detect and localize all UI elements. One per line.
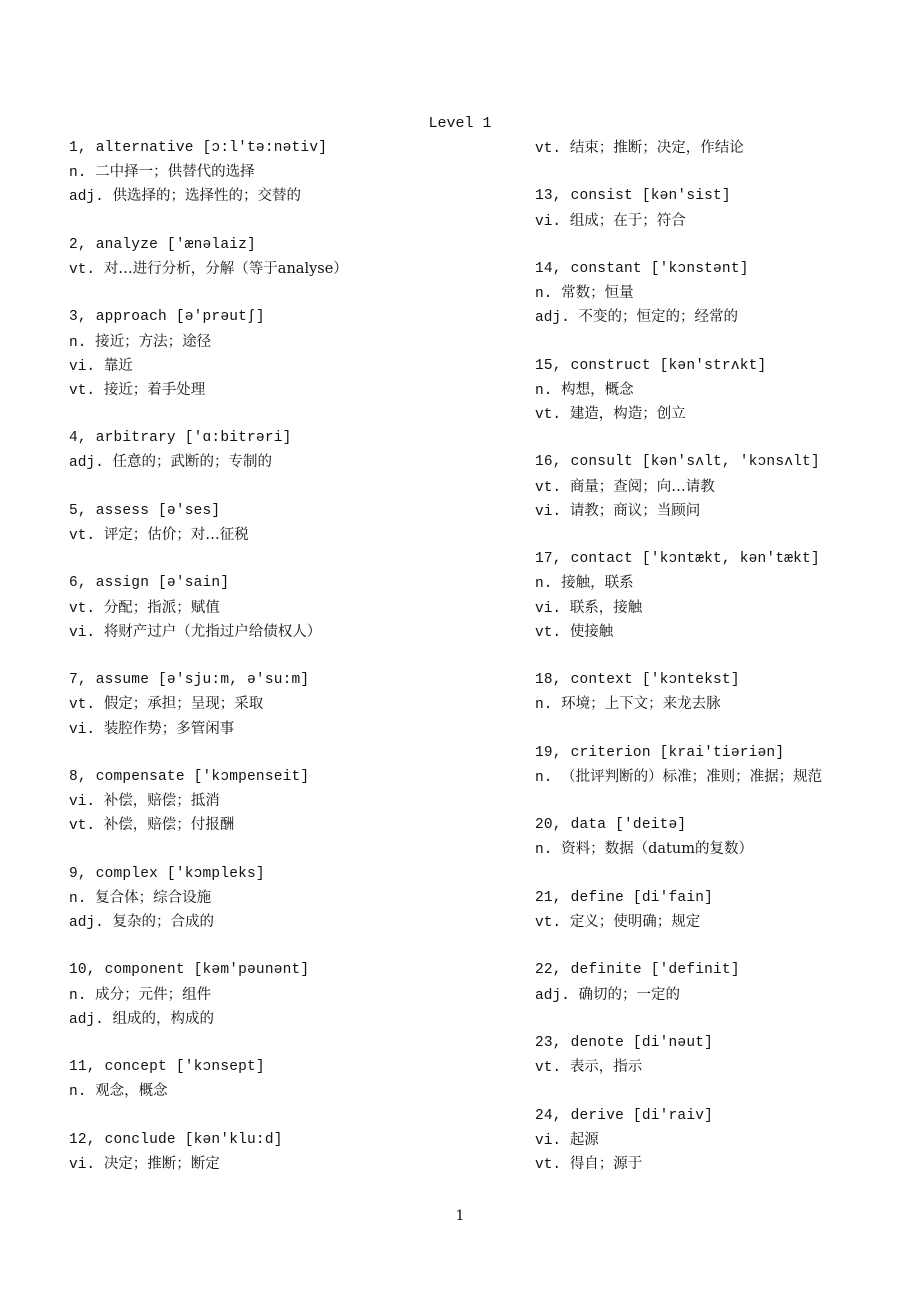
- entry-definition: [535, 1128, 915, 1152]
- entry-definition: [69, 717, 519, 741]
- vocab-entry: [535, 813, 915, 861]
- definition-text: 起源: [569, 1131, 599, 1148]
- part-of-speech: vi.: [69, 794, 104, 811]
- part-of-speech: vt.: [69, 697, 104, 714]
- part-of-speech: vt.: [535, 1060, 570, 1077]
- vocab-entry: [69, 499, 519, 547]
- part-of-speech: vi.: [69, 358, 104, 375]
- vocab-entry: [69, 136, 519, 209]
- definition-text: 常数；恒量: [561, 285, 634, 302]
- definition-text: 得自；源于: [569, 1155, 643, 1172]
- entry-definition: [69, 330, 519, 354]
- definition-text: 观念，概念: [95, 1083, 168, 1100]
- entry-spacer: [69, 644, 519, 668]
- definition-text: 确切的；一定的: [578, 986, 681, 1003]
- vocab-entry: [535, 257, 915, 330]
- definition-text: （批评判断的）标准；准则；准据；规范: [561, 768, 823, 785]
- part-of-speech: vi.: [535, 503, 570, 520]
- vocab-entry: [69, 1055, 519, 1103]
- entry-definition: [535, 136, 915, 160]
- part-of-speech: n.: [535, 576, 562, 593]
- entry-spacer: [69, 281, 519, 305]
- entry-spacer: [69, 402, 519, 426]
- entry-headword: 8, compensate ['kɔmpenseit]: [69, 768, 310, 785]
- definition-text: 将财产过户（尤指过户给债权人）: [103, 623, 322, 640]
- part-of-speech: n.: [535, 286, 562, 303]
- entry-definition: [535, 305, 915, 329]
- entry-definition: [69, 354, 519, 378]
- entry-spacer: [69, 741, 519, 765]
- definition-text: 商量；查阅；向…请教: [569, 478, 715, 495]
- definition-text: 假定；承担；呈现；采取: [103, 696, 264, 713]
- entry-headword: 2, analyze ['ænəlaiz]: [69, 236, 256, 253]
- definition-text: 补偿，赔偿；付报酬: [103, 817, 235, 834]
- entry-definition: [535, 571, 915, 595]
- part-of-speech: n.: [69, 890, 96, 907]
- definition-text: 决定；推断；断定: [103, 1155, 220, 1172]
- entry-spacer: [69, 1031, 519, 1055]
- definition-text: 联系，接触: [569, 599, 643, 616]
- entry-spacer: [535, 233, 915, 257]
- entry-definition: [535, 402, 915, 426]
- part-of-speech: vt.: [535, 407, 570, 424]
- entry-spacer: [535, 1007, 915, 1031]
- definition-text: 复杂的；合成的: [112, 914, 215, 930]
- right-column: [535, 136, 915, 1176]
- definition-text: 构想，概念: [561, 381, 634, 398]
- vocab-entry: [69, 668, 519, 741]
- entry-definition: [535, 983, 915, 1007]
- part-of-speech: vi.: [535, 213, 570, 230]
- vocab-entry: [535, 741, 915, 789]
- entry-spacer: [535, 426, 915, 450]
- entry-spacer: [69, 934, 519, 958]
- entry-definition: [535, 692, 915, 716]
- entry-definition: [535, 596, 915, 620]
- entry-headword: 6, assign [ə'sain]: [69, 575, 230, 592]
- part-of-speech: n.: [69, 165, 96, 182]
- entry-spacer: [535, 862, 915, 886]
- entry-spacer: [535, 1079, 915, 1103]
- definition-text: 接触，联系: [561, 575, 634, 592]
- entry-definition: [535, 620, 915, 644]
- definition-text: 使接触: [569, 623, 614, 640]
- part-of-speech: vt.: [69, 818, 104, 835]
- entry-headword: 18, context ['kɔntekst]: [535, 672, 740, 689]
- part-of-speech: adj.: [69, 915, 113, 931]
- definition-text: 组成；在于；符合: [569, 212, 686, 229]
- definition-text: 接近；方法；途径: [95, 333, 212, 350]
- vocab-entry: [535, 1031, 915, 1079]
- entry-definition: [69, 886, 519, 910]
- part-of-speech: vt.: [69, 382, 104, 399]
- entry-definition: [535, 1055, 915, 1079]
- entry-spacer: [535, 789, 915, 813]
- entry-definition: [535, 378, 915, 402]
- part-of-speech: vt.: [535, 1156, 570, 1173]
- definition-text: 二中择一；供替代的选择: [95, 164, 255, 181]
- vocab-entry: [535, 184, 915, 232]
- entry-definition: [535, 209, 915, 233]
- vocab-entry: [535, 547, 915, 644]
- entry-definition: [69, 910, 519, 934]
- vocab-entry: [69, 1128, 519, 1176]
- entry-definition: [69, 1007, 519, 1031]
- entry-definition: [535, 910, 915, 934]
- vocab-entry: [69, 426, 519, 474]
- part-of-speech: adj.: [69, 455, 113, 472]
- part-of-speech: n.: [535, 382, 562, 399]
- definition-text: 成分；元件；组件: [95, 986, 212, 1003]
- vocab-entry: [535, 886, 915, 934]
- entry-definition: [69, 1079, 519, 1103]
- entry-headword: 5, assess [ə'ses]: [69, 502, 221, 519]
- entry-spacer: [535, 330, 915, 354]
- entry-definition: [69, 596, 519, 620]
- part-of-speech: vt.: [535, 624, 570, 641]
- entry-headword: 1, alternative [ɔ:l'tə:nətiv]: [69, 140, 328, 156]
- entry-spacer: [535, 717, 915, 741]
- page-number: 1: [455, 1208, 465, 1224]
- vocab-entry: [535, 136, 915, 160]
- entry-spacer: [69, 837, 519, 861]
- definition-text: 环境；上下文；来龙去脉: [561, 696, 721, 713]
- vocab-entry: [535, 1104, 915, 1177]
- part-of-speech: adj.: [535, 310, 579, 327]
- entry-spacer: [535, 934, 915, 958]
- entry-definition: [69, 184, 519, 208]
- entry-headword: 12, conclude [kən'klu:d]: [69, 1131, 283, 1148]
- entry-headword: 19, criterion [krai'tiəriən]: [535, 744, 785, 761]
- entry-definition: [69, 1152, 519, 1176]
- vocab-entry: [69, 958, 519, 1031]
- part-of-speech: vi.: [535, 600, 570, 617]
- entry-headword: 24, derive [di'raiv]: [535, 1107, 714, 1124]
- entry-definition: [69, 257, 519, 281]
- entry-spacer: [69, 209, 519, 233]
- entry-headword: 14, constant ['kɔnstənt]: [535, 260, 749, 277]
- entry-definition: [69, 789, 519, 813]
- part-of-speech: vt.: [535, 915, 570, 931]
- entry-definition: [69, 620, 519, 644]
- part-of-speech: n.: [535, 769, 562, 786]
- definition-text: 评定；估价；对…征税: [103, 527, 249, 543]
- vocab-entry: [535, 958, 915, 1006]
- entry-definition: [69, 378, 519, 402]
- part-of-speech: vi.: [69, 1156, 104, 1173]
- entry-definition: [535, 281, 915, 305]
- definition-text: 资料；数据（datum的复数）: [561, 841, 753, 858]
- entry-headword: 7, assume [ə'sju:m, ə'su:m]: [69, 672, 310, 689]
- part-of-speech: adj.: [535, 987, 579, 1004]
- part-of-speech: n.: [69, 987, 96, 1004]
- part-of-speech: vi.: [69, 721, 104, 738]
- definition-text: 分配；指派；赋值: [103, 599, 220, 616]
- left-column: [69, 136, 519, 1176]
- definition-text: 定义；使明确；规定: [569, 914, 701, 930]
- entry-definition: [535, 837, 915, 861]
- entry-definition: [69, 692, 519, 716]
- vocab-entry: [69, 765, 519, 838]
- vocab-entry: [535, 668, 915, 716]
- definition-text: 接近；着手处理: [103, 381, 206, 398]
- part-of-speech: adj.: [69, 1011, 113, 1028]
- entry-headword: 22, definite ['definit]: [535, 962, 740, 979]
- part-of-speech: vt.: [535, 479, 570, 496]
- part-of-speech: n.: [535, 697, 562, 714]
- part-of-speech: vt.: [535, 141, 570, 157]
- entry-spacer: [69, 1104, 519, 1128]
- entry-headword: 4, arbitrary ['ɑ:bitrəri]: [69, 430, 292, 447]
- definition-text: 建造，构造；创立: [569, 406, 686, 423]
- page-title: Level 1: [428, 115, 492, 132]
- entry-definition: [69, 160, 519, 184]
- entry-spacer: [535, 160, 915, 184]
- entry-headword: 16, consult [kən'sʌlt, 'kɔnsʌlt]: [535, 454, 820, 471]
- entry-spacer: [535, 644, 915, 668]
- entry-definition: [69, 813, 519, 837]
- entry-definition: [535, 475, 915, 499]
- vocab-entry: [69, 233, 519, 281]
- entry-headword: 9, complex ['kɔmpleks]: [69, 865, 265, 882]
- entry-definition: [69, 523, 519, 547]
- entry-headword: 20, data ['deitə]: [535, 817, 687, 834]
- vocab-entry: [69, 305, 519, 402]
- part-of-speech: vt.: [69, 528, 104, 544]
- definition-text: 结束；推断；决定，作结论: [569, 140, 744, 156]
- definition-text: 补偿，赔偿；抵消: [103, 793, 220, 810]
- vocab-entry: [69, 862, 519, 935]
- entry-definition: [535, 499, 915, 523]
- entry-headword: 15, construct [kən'strʌkt]: [535, 357, 767, 374]
- definition-text: 靠近: [103, 357, 133, 374]
- definition-text: 复合体；综合设施: [95, 889, 212, 906]
- part-of-speech: adj.: [69, 189, 113, 206]
- part-of-speech: vi.: [69, 624, 104, 641]
- part-of-speech: vt.: [69, 261, 104, 278]
- entry-headword: 21, define [di'fain]: [535, 889, 714, 906]
- entry-headword: 10, component [kəm'pəunənt]: [69, 962, 310, 979]
- entry-headword: 11, concept ['kɔnsept]: [69, 1059, 265, 1076]
- entry-headword: 13, consist [kən'sist]: [535, 188, 731, 205]
- definition-text: 供选择的；选择性的；交替的: [112, 188, 302, 205]
- definition-text: 请教；商议；当顾问: [569, 502, 701, 519]
- entry-headword: 3, approach [ə'prəutʃ]: [69, 309, 265, 326]
- vocab-entry: [535, 450, 915, 523]
- vocab-entry: [535, 354, 915, 427]
- entry-definition: [69, 983, 519, 1007]
- entry-headword: 17, contact ['kɔntækt, kən'tækt]: [535, 551, 820, 568]
- definition-text: 组成的，构成的: [112, 1010, 215, 1027]
- entry-spacer: [535, 523, 915, 547]
- entry-spacer: [69, 547, 519, 571]
- entry-spacer: [69, 475, 519, 499]
- entry-definition: [535, 1152, 915, 1176]
- part-of-speech: vt.: [69, 600, 104, 617]
- part-of-speech: n.: [535, 842, 562, 859]
- part-of-speech: n.: [69, 1084, 96, 1101]
- part-of-speech: n.: [69, 334, 96, 351]
- definition-text: 装腔作势；多管闲事: [103, 720, 235, 737]
- definition-text: 表示，指示: [569, 1059, 643, 1076]
- entry-definition: [535, 765, 915, 789]
- definition-text: 不变的；恒定的；经常的: [578, 309, 739, 326]
- entry-headword: 23, denote [di'nəut]: [535, 1034, 714, 1051]
- part-of-speech: vi.: [535, 1132, 570, 1149]
- vocab-entry: [69, 571, 519, 644]
- definition-text: 任意的；武断的；专制的: [112, 454, 273, 471]
- entry-definition: [69, 450, 519, 474]
- definition-text: 对…进行分析，分解（等于analyse）: [103, 260, 348, 277]
